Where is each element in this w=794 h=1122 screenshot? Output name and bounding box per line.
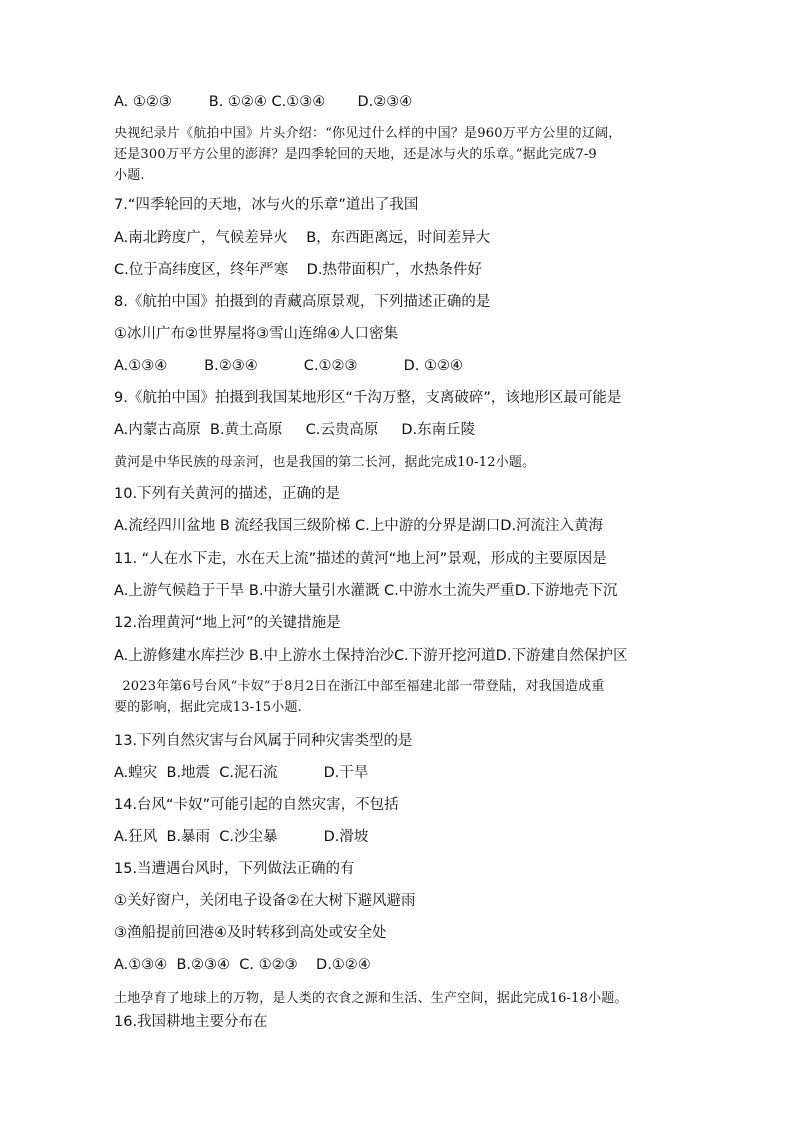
passage-7-9-line-2: 还是300万平方公里的澎湃？是四季轮回的天地，还是冰与火的乐章。”据此完成7-9	[114, 147, 597, 162]
passage-13-15-line-1: 2023年第6号台风“卡奴”于8月2日在浙江中部至福建北部一带登陆，对我国造成重	[118, 679, 605, 694]
q9-stem: 9.《航拍中国》拍摄到我国某地形区“千沟万整，支离破碎”，该地形区最可能是	[114, 390, 622, 406]
q7-options-cd: C.位于高纬度区，终年严寒 D.热带面积广，水热条件好	[114, 262, 482, 278]
passage-10-12: 黄河是中华民族的母亲河，也是我国的第二长河，据此完成10-12小题。	[114, 455, 536, 470]
q8-options: A.①③④ B.②③④ C.①②③ D. ①②④	[114, 358, 463, 374]
q15-stem: 15.当遭遇台风时，下列做法正确的有	[114, 861, 355, 877]
q13-stem: 13.下列自然灾害与台风属于同种灾害类型的是	[114, 733, 413, 749]
q13-options: A.蝗灾 B.地震 C.泥石流 D.干旱	[114, 765, 369, 781]
q9-options: A.内蒙古高原 B.黄土高原 C.云贵高原 D.东南丘陵	[114, 422, 476, 438]
q11-stem: 11. “人在水下走，水在天上流”描述的黄河“地上河”景观，形成的主要原因是	[114, 551, 607, 567]
q12-options: A.上游修建水库拦沙 B.中上游水土保持治沙C.下游开挖河道D.下游建自然保护区	[114, 648, 628, 664]
passage-7-9-line-3: 小题.	[114, 168, 145, 183]
q15-statements-2: ③渔船提前回港④及时转移到高处或安全处	[114, 925, 387, 941]
q8-stem: 8.《航拍中国》拍摄到的青藏高原景观，下列描述正确的是	[114, 294, 491, 310]
q8-statements: ①冰川广布②世界屋将③雪山连绵④人口密集	[114, 326, 398, 342]
q6-options: A. ①②③ B. ①②④ C.①③④ D.②③④	[114, 94, 413, 110]
q14-stem: 14.台风“卡奴”可能引起的自然灾害，不包括	[114, 797, 399, 813]
passage-16-18: 土地孕育了地球上的万物，是人类的衣食之源和生活、生产空间，据此完成16-18小题。	[114, 991, 628, 1006]
q16-stem: 16.我国耕地主要分布在	[114, 1014, 268, 1030]
q15-options: A.①③④ B.②③④ C. ①②③ D.①②④	[114, 957, 371, 973]
q15-statements-1: ①关好窗户，关闭电子设备②在大树下避风避雨	[114, 893, 416, 909]
passage-7-9-line-1: 央视纪录片《航拍中国》片头介绍：“你见过什么样的中国？是960万平方公里的辽阔，	[114, 126, 622, 141]
q11-options: A.上游气候趋于干旱 B.中游大量引水灌溉 C.中游水土流失严重D.下游地壳下沉	[114, 583, 618, 599]
q7-options-ab: A.南北跨度广，气候差异火 B，东西距离远，时间差异大	[114, 230, 491, 246]
passage-13-15-line-2: 要的影响，据此完成13-15小题.	[114, 700, 303, 715]
q7-stem: 7.“四季轮回的天地，冰与火的乐章”道出了我国	[114, 197, 419, 213]
q10-options: A.流经四川盆地 B 流经我国三级阶梯 C.上中游的分界是湖口D.河流注入黄海	[114, 518, 604, 534]
q12-stem: 12.治理黄河“地上河”的关键措施是	[114, 615, 341, 631]
q14-options: A.狂风 B.暴雨 C.沙尘暴 D.滑坡	[114, 829, 369, 845]
q10-stem: 10.下列有关黄河的描述，正确的是	[114, 486, 341, 502]
